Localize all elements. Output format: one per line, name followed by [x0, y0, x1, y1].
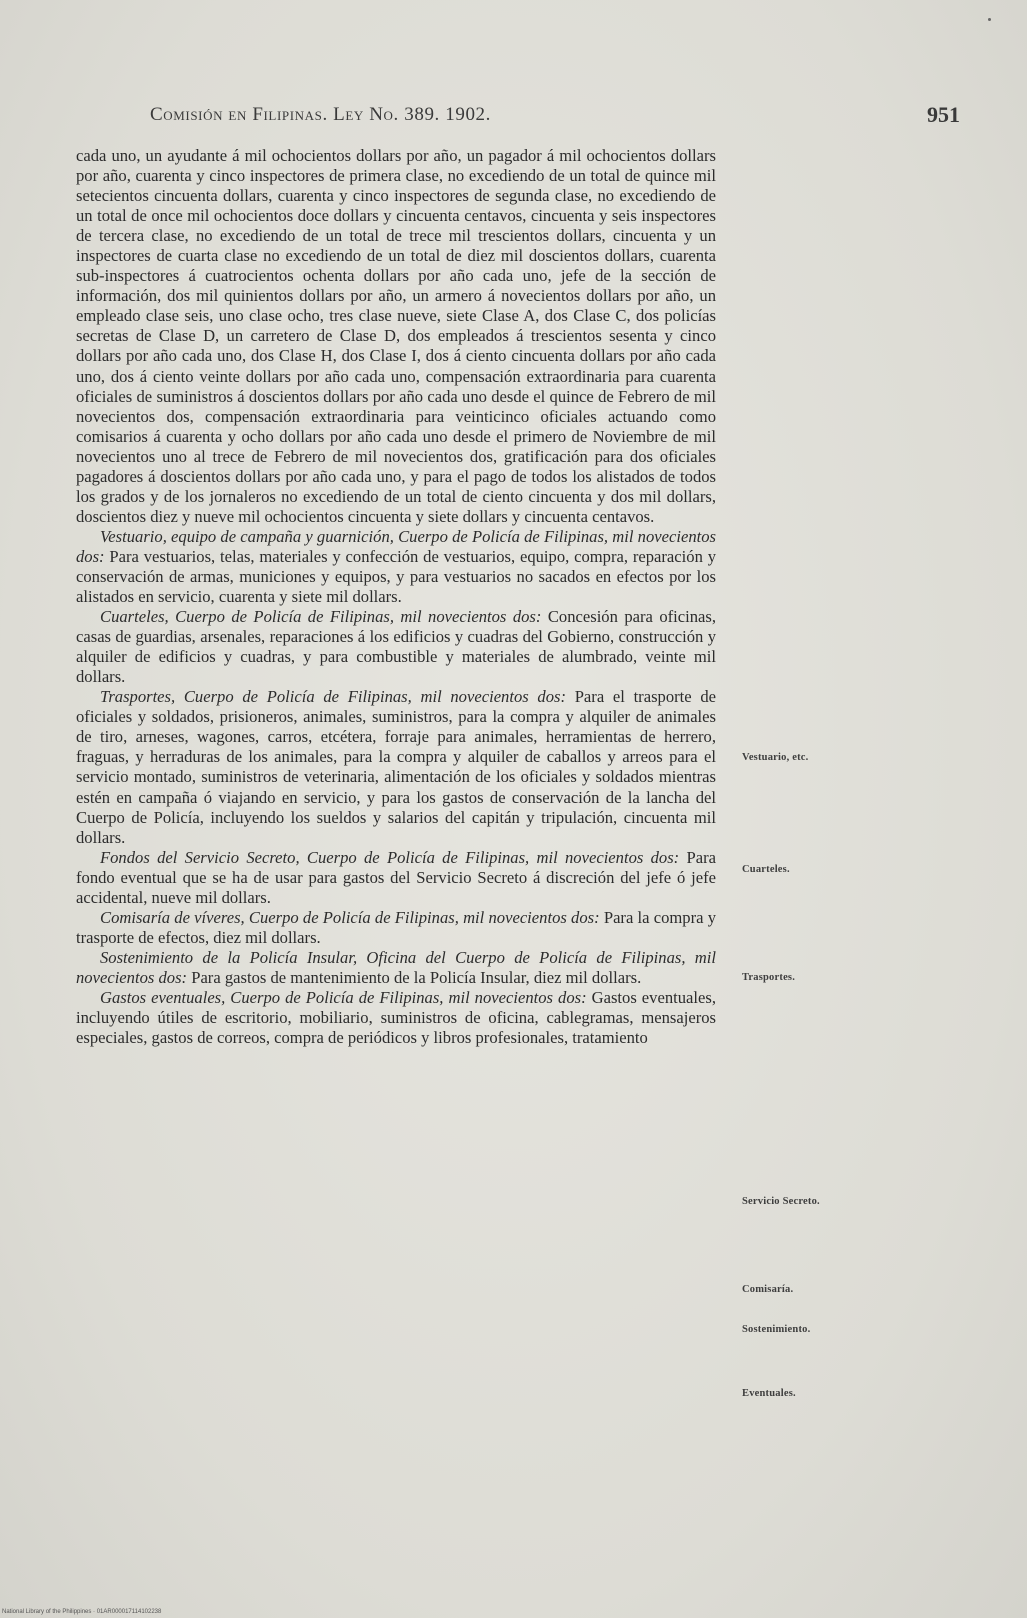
- paragraph-text: cada uno, un ayudante á mil ochocientos dollars por año, un pagador á mil ochocientos dollars por año, cuarenta y cinco inspectores de primera clase, no excediendo de un total de quince mil setecientos cincuenta dollars, cuarenta y cinco inspectores de segunda clase, no excediendo de un total de once mil ochocientos doce dollars y cincuenta centavos, cincuenta y seis inspectores de tercera clase, no excediendo de un total de trece mil trescientos dollars, cincuenta y un inspectores de cuarta clase no excediendo de un total de diez mil doscientos dollars, cuarenta sub-inspectores á cuatrocientos ochenta dollars por año cada uno, jefe de la sección de información, dos mil quinientos dollars por año, un armero á novecientos dollars por año, un empleado clase seis, uno clase ocho, tres clase nueve, siete Clase A, dos Clase C, dos policías secretas de Clase D, un carretero de Clase D, dos empleados á trescientos sesenta y cinco dollars por año cada uno, dos Clase H, dos Clase I, dos á ciento cincuenta dollars por año cada uno, dos á ciento veinte dollars por año cada uno, compensación extraordinaria para cuarenta oficiales de suministros á doscientos dollars por año cada uno desde el quince de Febrero de mil novecientos dos, compensación extraordinaria para veinticinco oficiales actuando como comisarios á cuarenta y ocho dollars por año cada uno desde el primero de Noviembre de mil novecientos uno al trece de Febrero de mil novecientos dos, gratificación para dos oficiales pagadores á doscientos dollars por año cada uno, y para el pago de todos los alistados de todos los grados y de los jornaleros no excediendo de un total de ciento cincuenta y dos mil dollars, doscientos diez y nueve mil ochocientos cincuenta y siete dollars y cincuenta centavos.: [76, 146, 716, 526]
- paragraph-lead: Fondos del Servicio Secreto, Cuerpo de Policía de Filipinas, mil novecientos dos:: [100, 847, 680, 867]
- margin-note-vestuario: Vestuario, etc.: [742, 752, 809, 763]
- body-text: [76, 146, 716, 1048]
- paragraph-servicio-secreto: [76, 848, 716, 908]
- paragraph-text: Para vestuarios, telas, materiales y confección de vestuarios, equipo, compra, reparación y conservación de armas, municiones y equipos, y para vestuarios no sacados en efectos por los alistados en servicio, cuarenta y siete mil dollars.: [76, 546, 716, 607]
- paragraph-lead: Trasportes, Cuerpo de Policía de Filipinas, mil novecientos dos:: [100, 687, 566, 707]
- paragraph-lead: Vestuario, equipo de campaña y guarnición, Cuerpo de Policía de Filipinas, mil novecientos dos:: [76, 526, 716, 566]
- paragraph-lead: Gastos eventuales, Cuerpo de Policía de Filipinas, mil novecientos dos:: [100, 987, 587, 1007]
- paragraph-cuarteles: [76, 607, 716, 687]
- paragraph-text: Gastos eventuales, incluyendo útiles de escritorio, mobiliario, suministros de oficina, cablegramas, mensajeros especiales, gastos de correos, compra de periódicos y libros profesionales, tratamiento: [76, 987, 716, 1048]
- margin-note-sostenimiento: Sostenimiento.: [742, 1324, 811, 1335]
- paragraph-vestuario: [76, 527, 716, 607]
- paragraph-text: Para gastos de mantenimiento de la Policía Insular, diez mil dollars.: [187, 967, 642, 987]
- footer-credit: National Library of the Philippines · 01AR000017114102238: [2, 1609, 162, 1615]
- paragraph-lead: Comisaría de víveres, Cuerpo de Policía de Filipinas, mil novecientos dos:: [100, 907, 600, 927]
- header-title: Comisión en Filipinas. Ley No. 389. 1902.: [150, 104, 491, 125]
- margin-note-comisaria: Comisaría.: [742, 1284, 794, 1295]
- paragraph-comisaria: [76, 908, 716, 948]
- paragraph-text: Para fondo eventual que se ha de usar para gastos del Servicio Secreto á discreción del jefe ó jefe accidental, nueve mil dollars.: [76, 847, 716, 907]
- paragraph-trasportes: [76, 687, 716, 847]
- scan-speck: [988, 18, 991, 21]
- paragraph-text: Para el trasporte de oficiales y soldados, prisioneros, animales, suministros, para la compra y alquiler de animales de tiro, arneses, wagones, carros, etcétera, forraje para animales, herramientas de herrero, fraguas, y herraduras de los animales, para la compra y alquiler de caballos y arreos para el servicio montado, suministros de veterinaria, alimentación de los oficiales y soldados mientras estén en campaña ó viajando en servicio, y para los gastos de conservación de la lancha del Cuerpo de Policía, incluyendo los sueldos y salarios del capitán y tripulación, cincuenta mil dollars.: [76, 687, 716, 847]
- running-header: [150, 104, 960, 134]
- margin-note-eventuales: Eventuales.: [742, 1388, 796, 1399]
- paragraph-1: [76, 146, 716, 527]
- paragraph-text: Concesión para oficinas, casas de guardias, arsenales, reparaciones á los edificios y cuadras del Gobierno, construcción y alquiler de edificios y cuadras, y para combustible y materiales de alumbrado, veinte mil dollars.: [76, 607, 717, 687]
- margin-note-cuarteles: Cuarteles.: [742, 864, 790, 875]
- paragraph-lead: Sostenimiento de la Policía Insular, Oficina del Cuerpo de Policía de Filipinas, mil novecientos dos:: [76, 947, 716, 987]
- page-number: 951: [927, 102, 960, 127]
- paragraph-lead: Cuarteles, Cuerpo de Policía de Filipinas, mil novecientos dos:: [100, 607, 542, 627]
- paragraph-eventuales: [76, 988, 716, 1048]
- paragraph-text: Para la compra y trasporte de efectos, diez mil dollars.: [76, 907, 716, 947]
- margin-note-trasportes: Trasportes.: [742, 972, 796, 983]
- margin-note-servicio-secreto: Servicio Secreto.: [742, 1196, 820, 1207]
- paragraph-sostenimiento: [76, 948, 716, 988]
